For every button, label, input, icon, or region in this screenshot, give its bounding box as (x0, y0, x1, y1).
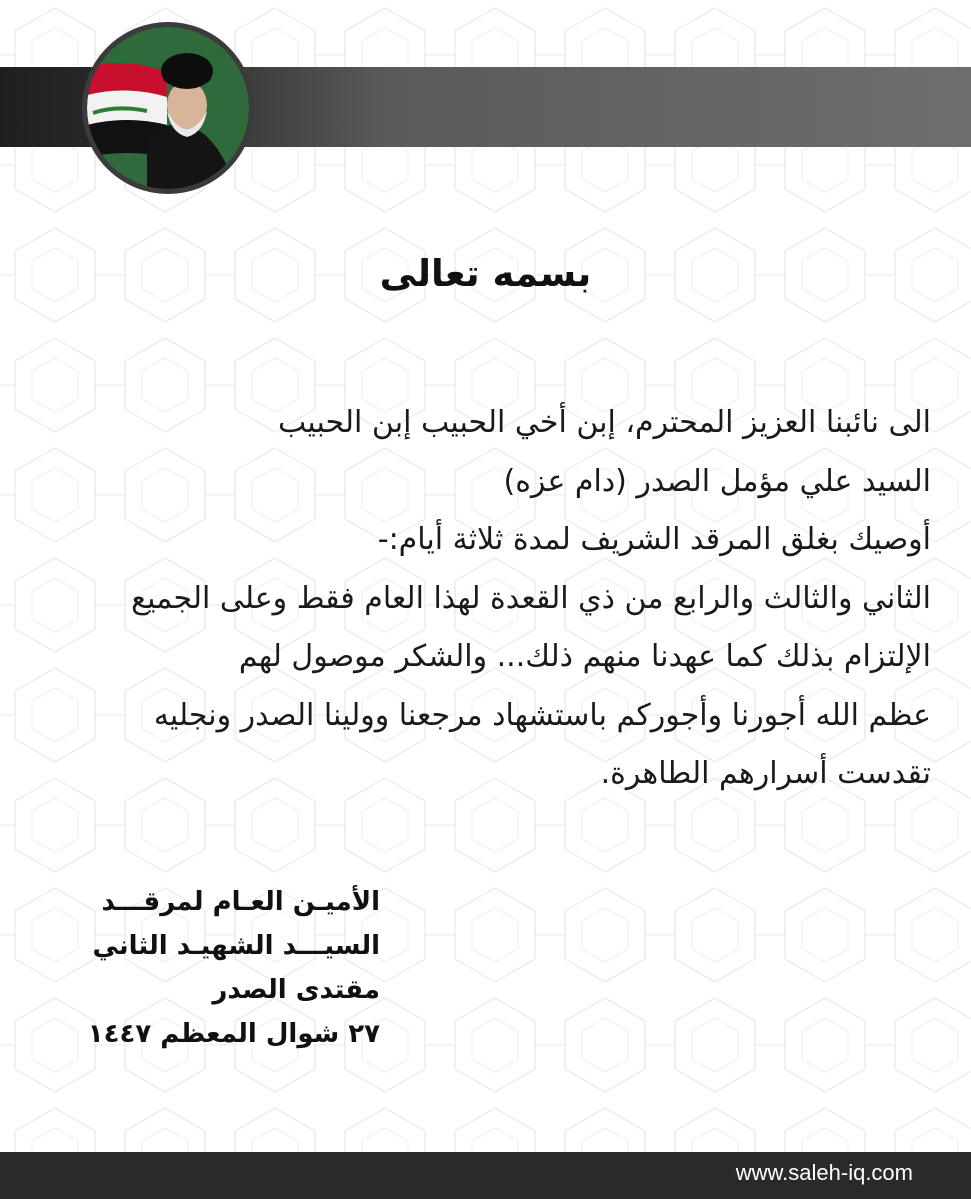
portrait-avatar (82, 22, 254, 194)
body-line: الإلتزام بذلك كما عهدنا منهم ذلك... والشكر موصول لهم (238, 639, 931, 674)
signature-block (40, 880, 380, 1056)
website-link[interactable]: www.saleh-iq.com (735, 1160, 913, 1185)
document-title: بسمه تعالى (379, 252, 592, 295)
signature-line: مقتدى الصدر (212, 975, 380, 1005)
body-line: عظم الله أجورنا وأجوركم باستشهاد مرجعنا وولينا الصدر ونجليه (153, 697, 931, 733)
signature-line: الأميـن العـام لمرقـــد (101, 887, 380, 917)
document-body (31, 394, 931, 804)
signature-date: ٢٧ شوال المعظم ١٤٤٧ (87, 1019, 380, 1049)
body-line: تقدست أسرارهم الطاهرة. (600, 756, 931, 791)
body-line: السيد علي مؤمل الصدر (دام عزه) (503, 463, 931, 499)
body-line: الثاني والثالث والرابع من ذي القعدة لهذا العام فقط وعلى الجميع (131, 580, 931, 616)
body-line: أوصيك بغلق المرقد الشريف لمدة ثلاثة أيام:- (377, 522, 931, 557)
body-line: الى نائبنا العزيز المحترم، إبن أخي الحبيب إبن الحبيب (277, 405, 931, 440)
signature-line: السيـــد الشهيـد الثاني (92, 931, 380, 961)
